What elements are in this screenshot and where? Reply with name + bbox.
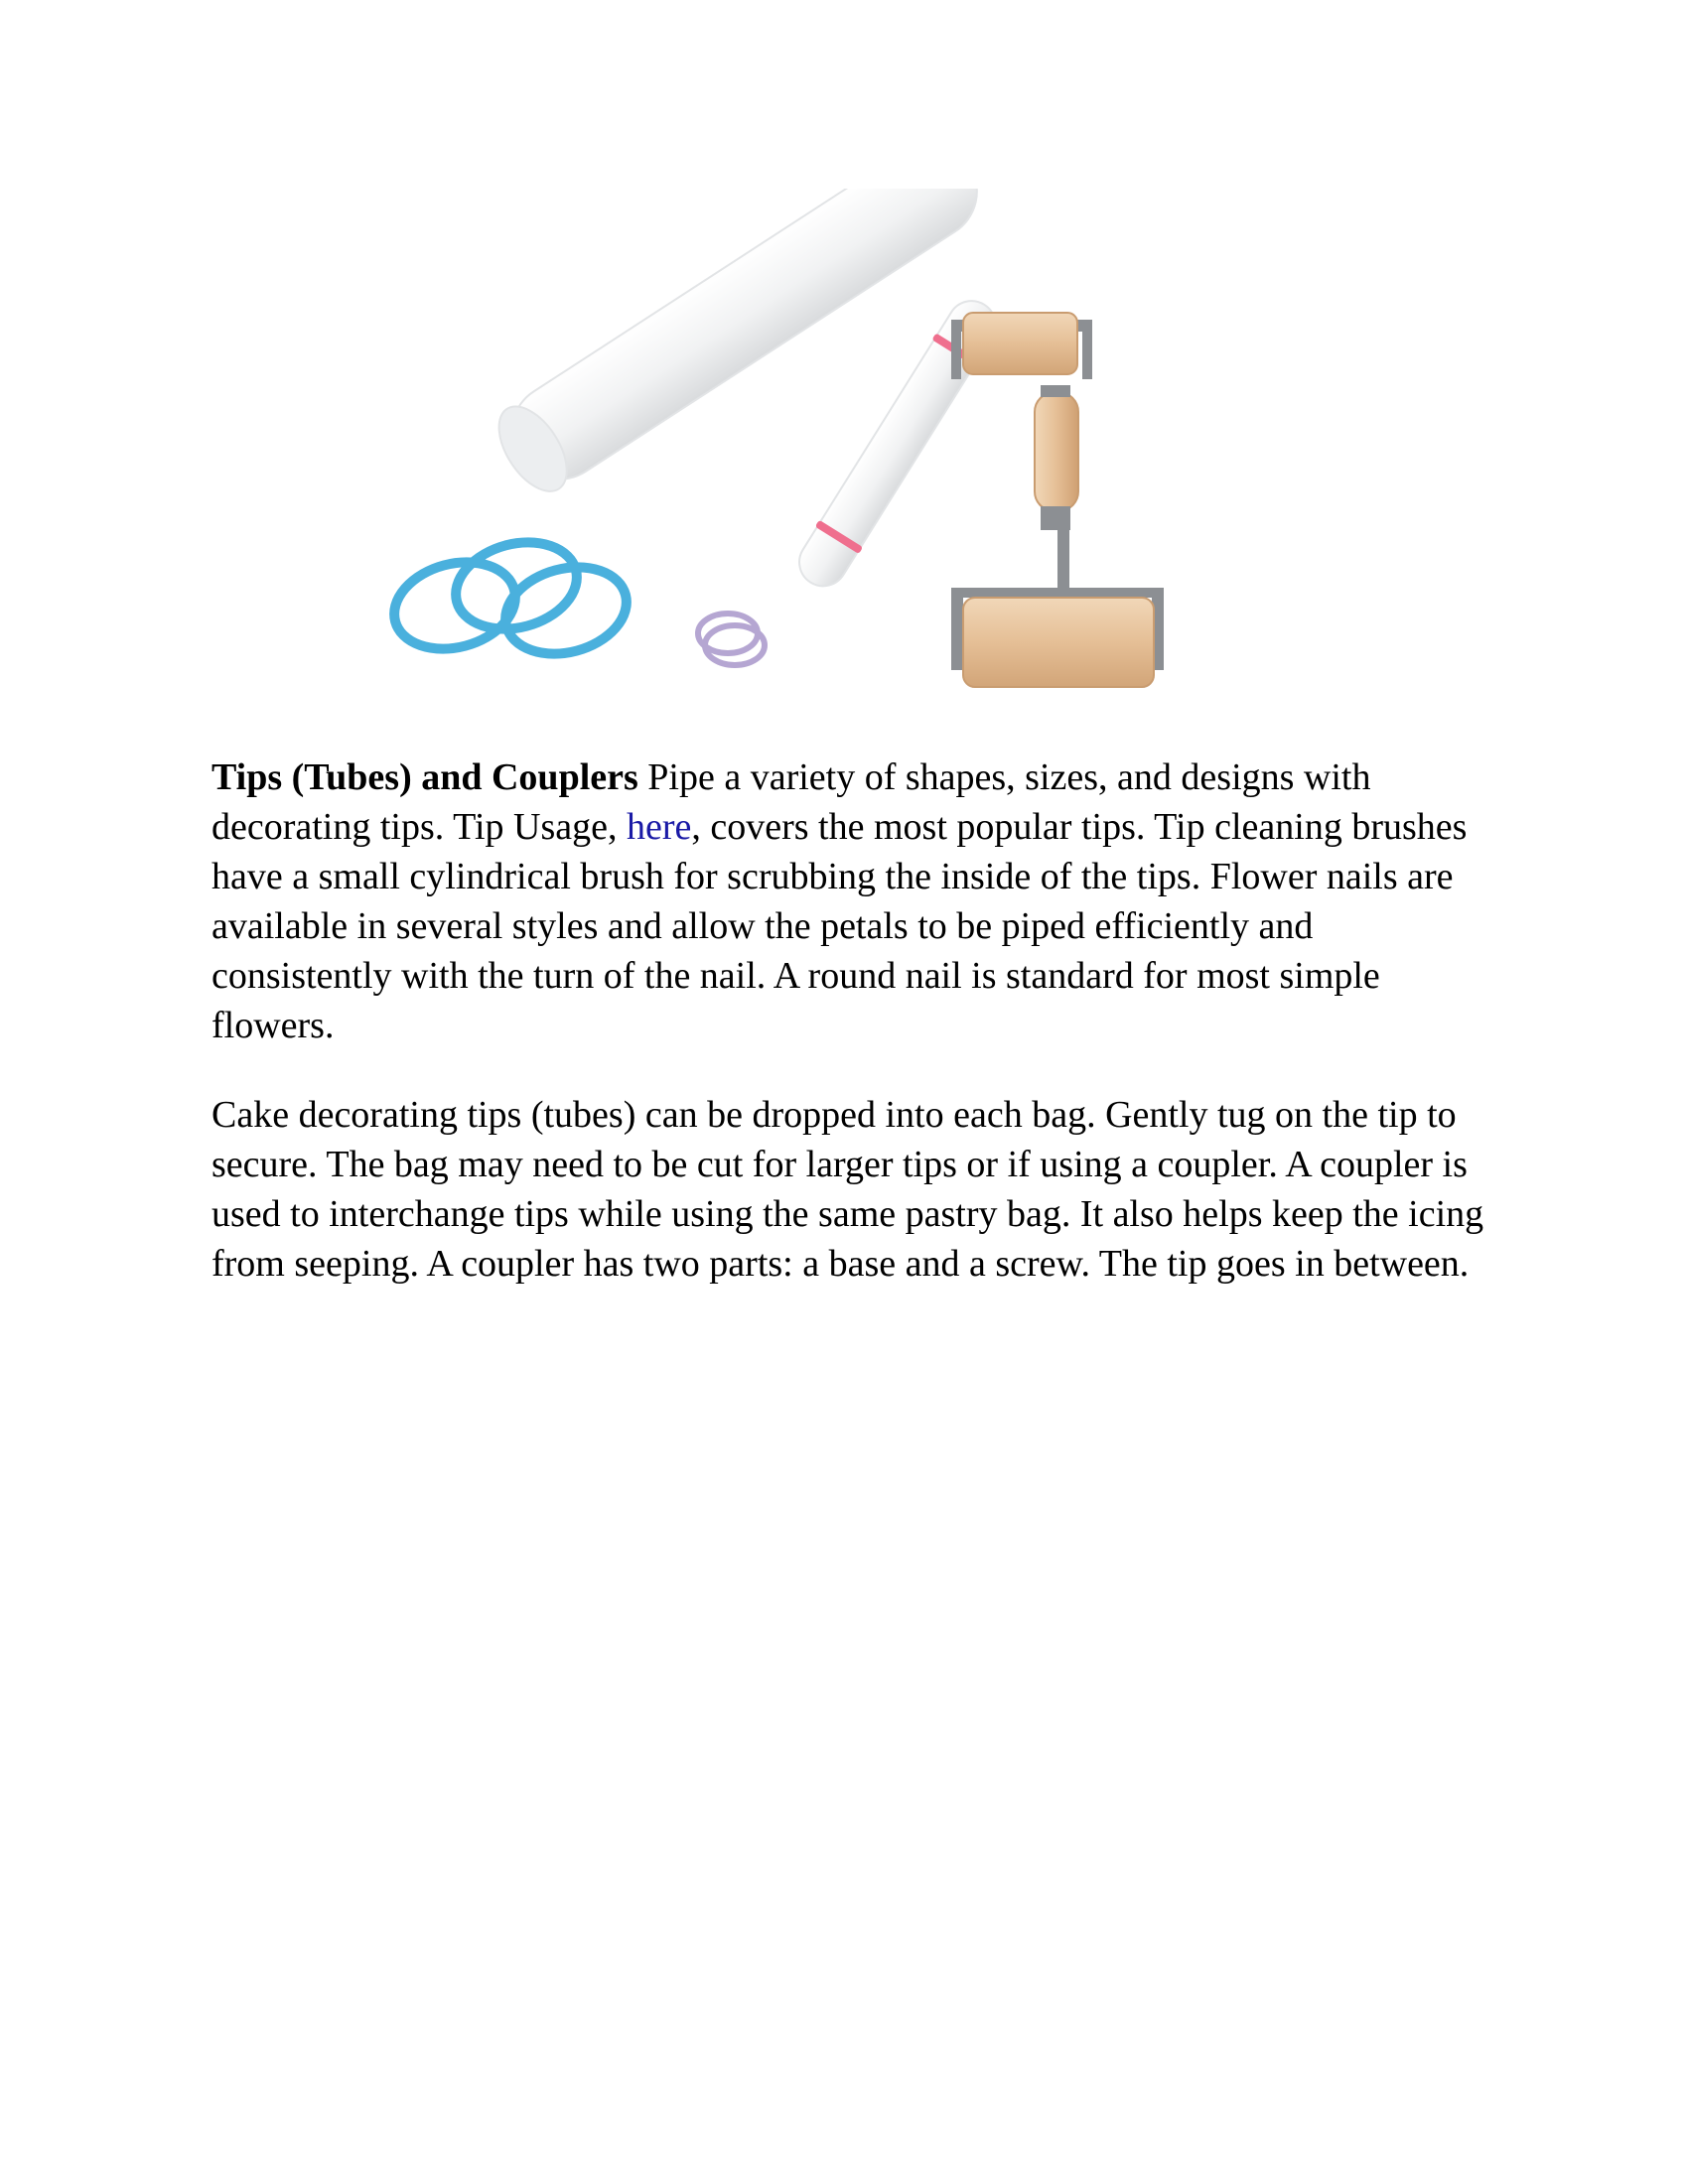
- paragraph-tips-and-couplers: [211, 752, 1502, 1050]
- document-body: [211, 752, 1502, 1328]
- section-heading: Tips (Tubes) and Couplers: [211, 756, 638, 798]
- blue-guide-rings: [384, 529, 636, 666]
- paragraph-decorating-tips: Cake decorating tips (tubes) can be dropped into each bag. Gently tug on the tip to secure. The bag may need to be cut for larger tips or if using a coupler. A coupler is used to interchange tips while using the same pastry bag. It also helps keep the icing from seeping. A coupler has two parts: a base and a screw. The tip goes in between.: [211, 1094, 1484, 1285]
- lavender-rings: [698, 614, 765, 665]
- paragraph-text: Pipe a variety of shapes, sizes, and designs with decorating tips. Tip Usage,: [211, 756, 1371, 848]
- wooden-pastry-roller: [951, 313, 1164, 687]
- tip-usage-link[interactable]: here: [626, 806, 692, 848]
- paragraph-text: , covers the most popular tips. Tip cleaning brushes have a small cylindrical brush for scrubbing the inside of the tips. Flower nails are available in several styles and allow the petals to be piped efficiently and consistently with the turn of the nail. A round nail is standard for most simple flowers.: [211, 806, 1468, 1046]
- product-photo: [328, 189, 1370, 705]
- rolling-pins-and-rollers-image: [328, 189, 1370, 705]
